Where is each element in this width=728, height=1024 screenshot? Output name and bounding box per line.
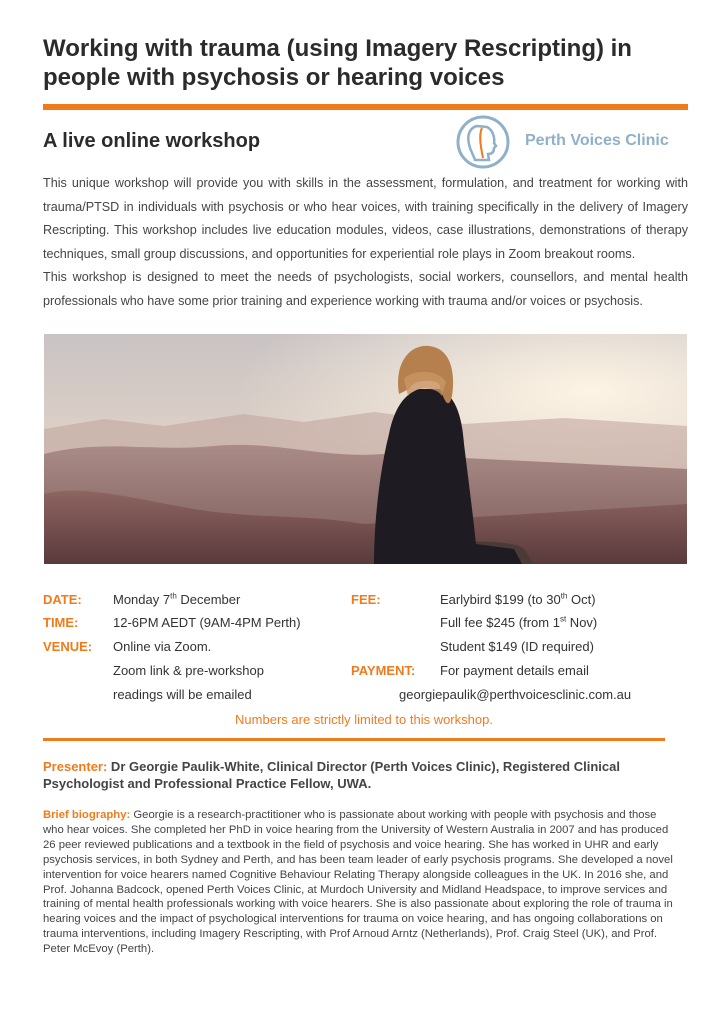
presenter-text: Dr Georgie Paulik-White, Clinical Director (Perth Voices Clinic), Registered Clinical Psychologist and Professional Practice Fellow, UWA.: [43, 759, 620, 791]
venue-value: Online via Zoom.: [113, 639, 212, 654]
intro-paragraph-2: This workshop is designed to meet the needs of psychologists, social workers, counsellors, and mental health professionals who have some prior training and experience working with trauma and/or voices or psychosis.: [43, 270, 688, 308]
payment-email[interactable]: georgiepaulik@perthvoicesclinic.com.au: [399, 687, 632, 702]
payment-value: For payment details email: [440, 663, 589, 678]
date-label: DATE:: [43, 592, 82, 607]
biography: [43, 808, 673, 957]
limited-numbers-note: Numbers are strictly limited to this workshop.: [235, 712, 493, 727]
presenter: [43, 758, 683, 792]
biography-label: Brief biography:: [43, 809, 131, 821]
payment-label: PAYMENT:: [351, 663, 416, 678]
title-divider: [43, 104, 688, 110]
venue-line-2: Zoom link & pre-workshop: [113, 663, 264, 678]
time-value: 12-6PM AEDT (9AM-4PM Perth): [113, 615, 301, 630]
fee-full: Full fee $245 (from 1st Nov): [440, 614, 598, 630]
page-title: Working with trauma (using Imagery Rescripting) in people with psychosis or hearing voices: [43, 35, 632, 91]
logo-text: Perth Voices Clinic: [525, 132, 669, 149]
biography-text: Georgie is a research-practitioner who is passionate about working with people with psychosis and those who hear voices. She completed her PhD in voice hearing from the University of Western Australia in 2007 and has produced 26 peer reviewed publications and a textbook in the field of psychosis and voice hearing. She has worked in UHR and early psychosis services, in both Sydney and Perth, and has been team leader of early psychosis programs. She developed a novel intervention for voice hearers named Cognitive Behaviour Relating Therapy alongside colleagues in the UK. In 2016 she, and Prof. Johanna Badcock, opened Perth Voices Clinic, at Murdoch University and Midland Headspace, to improve services and training of mental health professionals working with voice hearers. She is also passionate about exploring the role of trauma in hearing voices and the impact of psychological interventions for trauma on voice hearing, and has ongoing collaborations on trauma interventions, including Imagery Rescripting, with Prof Arnoud Arntz (Netherlands), Prof. Craig Steel (UK), and Prof. Peter McEvoy (Perth).: [43, 809, 673, 956]
venue-label: VENUE:: [43, 639, 93, 654]
fee-student: Student $149 (ID required): [440, 639, 594, 654]
date-value: Monday 7th December: [113, 591, 241, 607]
fee-earlybird: Earlybird $199 (to 30th Oct): [440, 591, 596, 607]
venue-line-3: readings will be emailed: [113, 687, 252, 702]
logo: [455, 116, 695, 168]
presenter-label: Presenter:: [43, 759, 108, 774]
intro-text: [43, 172, 688, 314]
fee-label: FEE:: [351, 592, 381, 607]
subtitle: A live online workshop: [43, 130, 261, 152]
woman-on-mountain-photo: [44, 334, 687, 564]
intro-paragraph-1: This unique workshop will provide you with skills in the assessment, formulation, and treatment for working with trauma/PTSD in individuals with psychosis or who hear voices, with training specifically in the delivery of Imagery Rescripting. This workshop includes live education modules, videos, case illustrations, demonstrations of therapy techniques, small group discussions, and opportunities for experiential role plays in Zoom breakout rooms.: [43, 176, 688, 261]
head-profile-icon: [455, 114, 511, 170]
time-label: TIME:: [43, 615, 79, 630]
section-divider: [43, 738, 665, 741]
